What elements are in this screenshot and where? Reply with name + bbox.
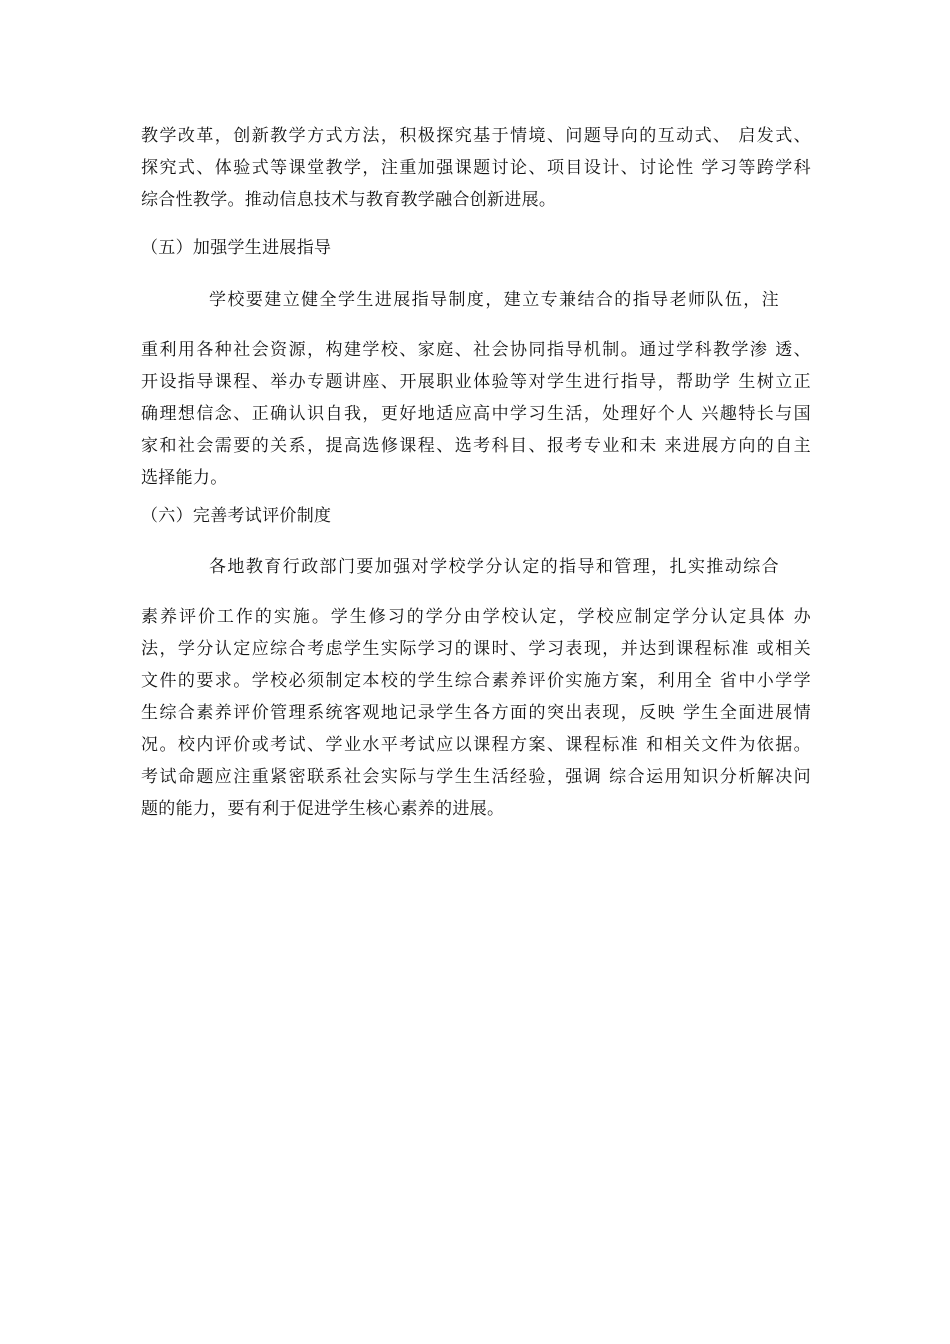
paragraph-line: 法，学分认定应综合考虑学生实际学习的课时、学习表现，并达到课程标准 或相关	[141, 639, 811, 659]
paragraph-line: 素养评价工作的实施。学生修习的学分由学校认定，学校应制定学分认定具体 办	[141, 607, 811, 627]
section-heading: （六）完善考试评价制度	[141, 506, 332, 526]
paragraph-line: 探究式、体验式等课堂教学，注重加强课题讨论、项目设计、讨论性 学习等跨学科	[141, 158, 811, 178]
paragraph-line: 考试命题应注重紧密联系社会实际与学生生活经验，强调 综合运用知识分析解决问	[141, 767, 811, 787]
paragraph-line: 教学改革，创新教学方式方法，积极探究基于情境、问题导向的互动式、 启发式、	[141, 126, 811, 146]
paragraph-line: 文件的要求。学校必须制定本校的学生综合素养评价实施方案，利用全 省中小学学	[141, 671, 811, 691]
paragraph-line: 确理想信念、正确认识自我，更好地适应高中学习生活，处理好个人 兴趣特长与国	[141, 404, 811, 424]
paragraph-line: 重利用各种社会资源，构建学校、家庭、社会协同指导机制。通过学科教学渗 透、	[141, 340, 811, 360]
paragraph-first-line: 学校要建立健全学生进展指导制度，建立专兼结合的指导老师队伍，注	[209, 290, 779, 310]
paragraph-line: 生综合素养评价管理系统客观地记录学生各方面的突出表现，反映 学生全面进展情	[141, 703, 811, 723]
paragraph-line: 况。校内评价或考试、学业水平考试应以课程方案、课程标准 和相关文件为依据。	[141, 735, 811, 755]
paragraph-line: 综合性教学。推动信息技术与教育教学融合创新进展。	[141, 190, 557, 210]
paragraph-first-line: 各地教育行政部门要加强对学校学分认定的指导和管理，扎实推动综合	[209, 557, 779, 577]
paragraph-line: 开设指导课程、举办专题讲座、开展职业体验等对学生进行指导，帮助学 生树立正	[141, 372, 811, 392]
section-heading: （五）加强学生进展指导	[141, 238, 332, 258]
paragraph-line: 家和社会需要的关系，提高选修课程、选考科目、报考专业和未 来进展方向的自主	[141, 436, 811, 456]
paragraph-line: 选择能力。	[141, 468, 228, 488]
paragraph-line: 题的能力，要有利于促进学生核心素养的进展。	[141, 799, 505, 819]
